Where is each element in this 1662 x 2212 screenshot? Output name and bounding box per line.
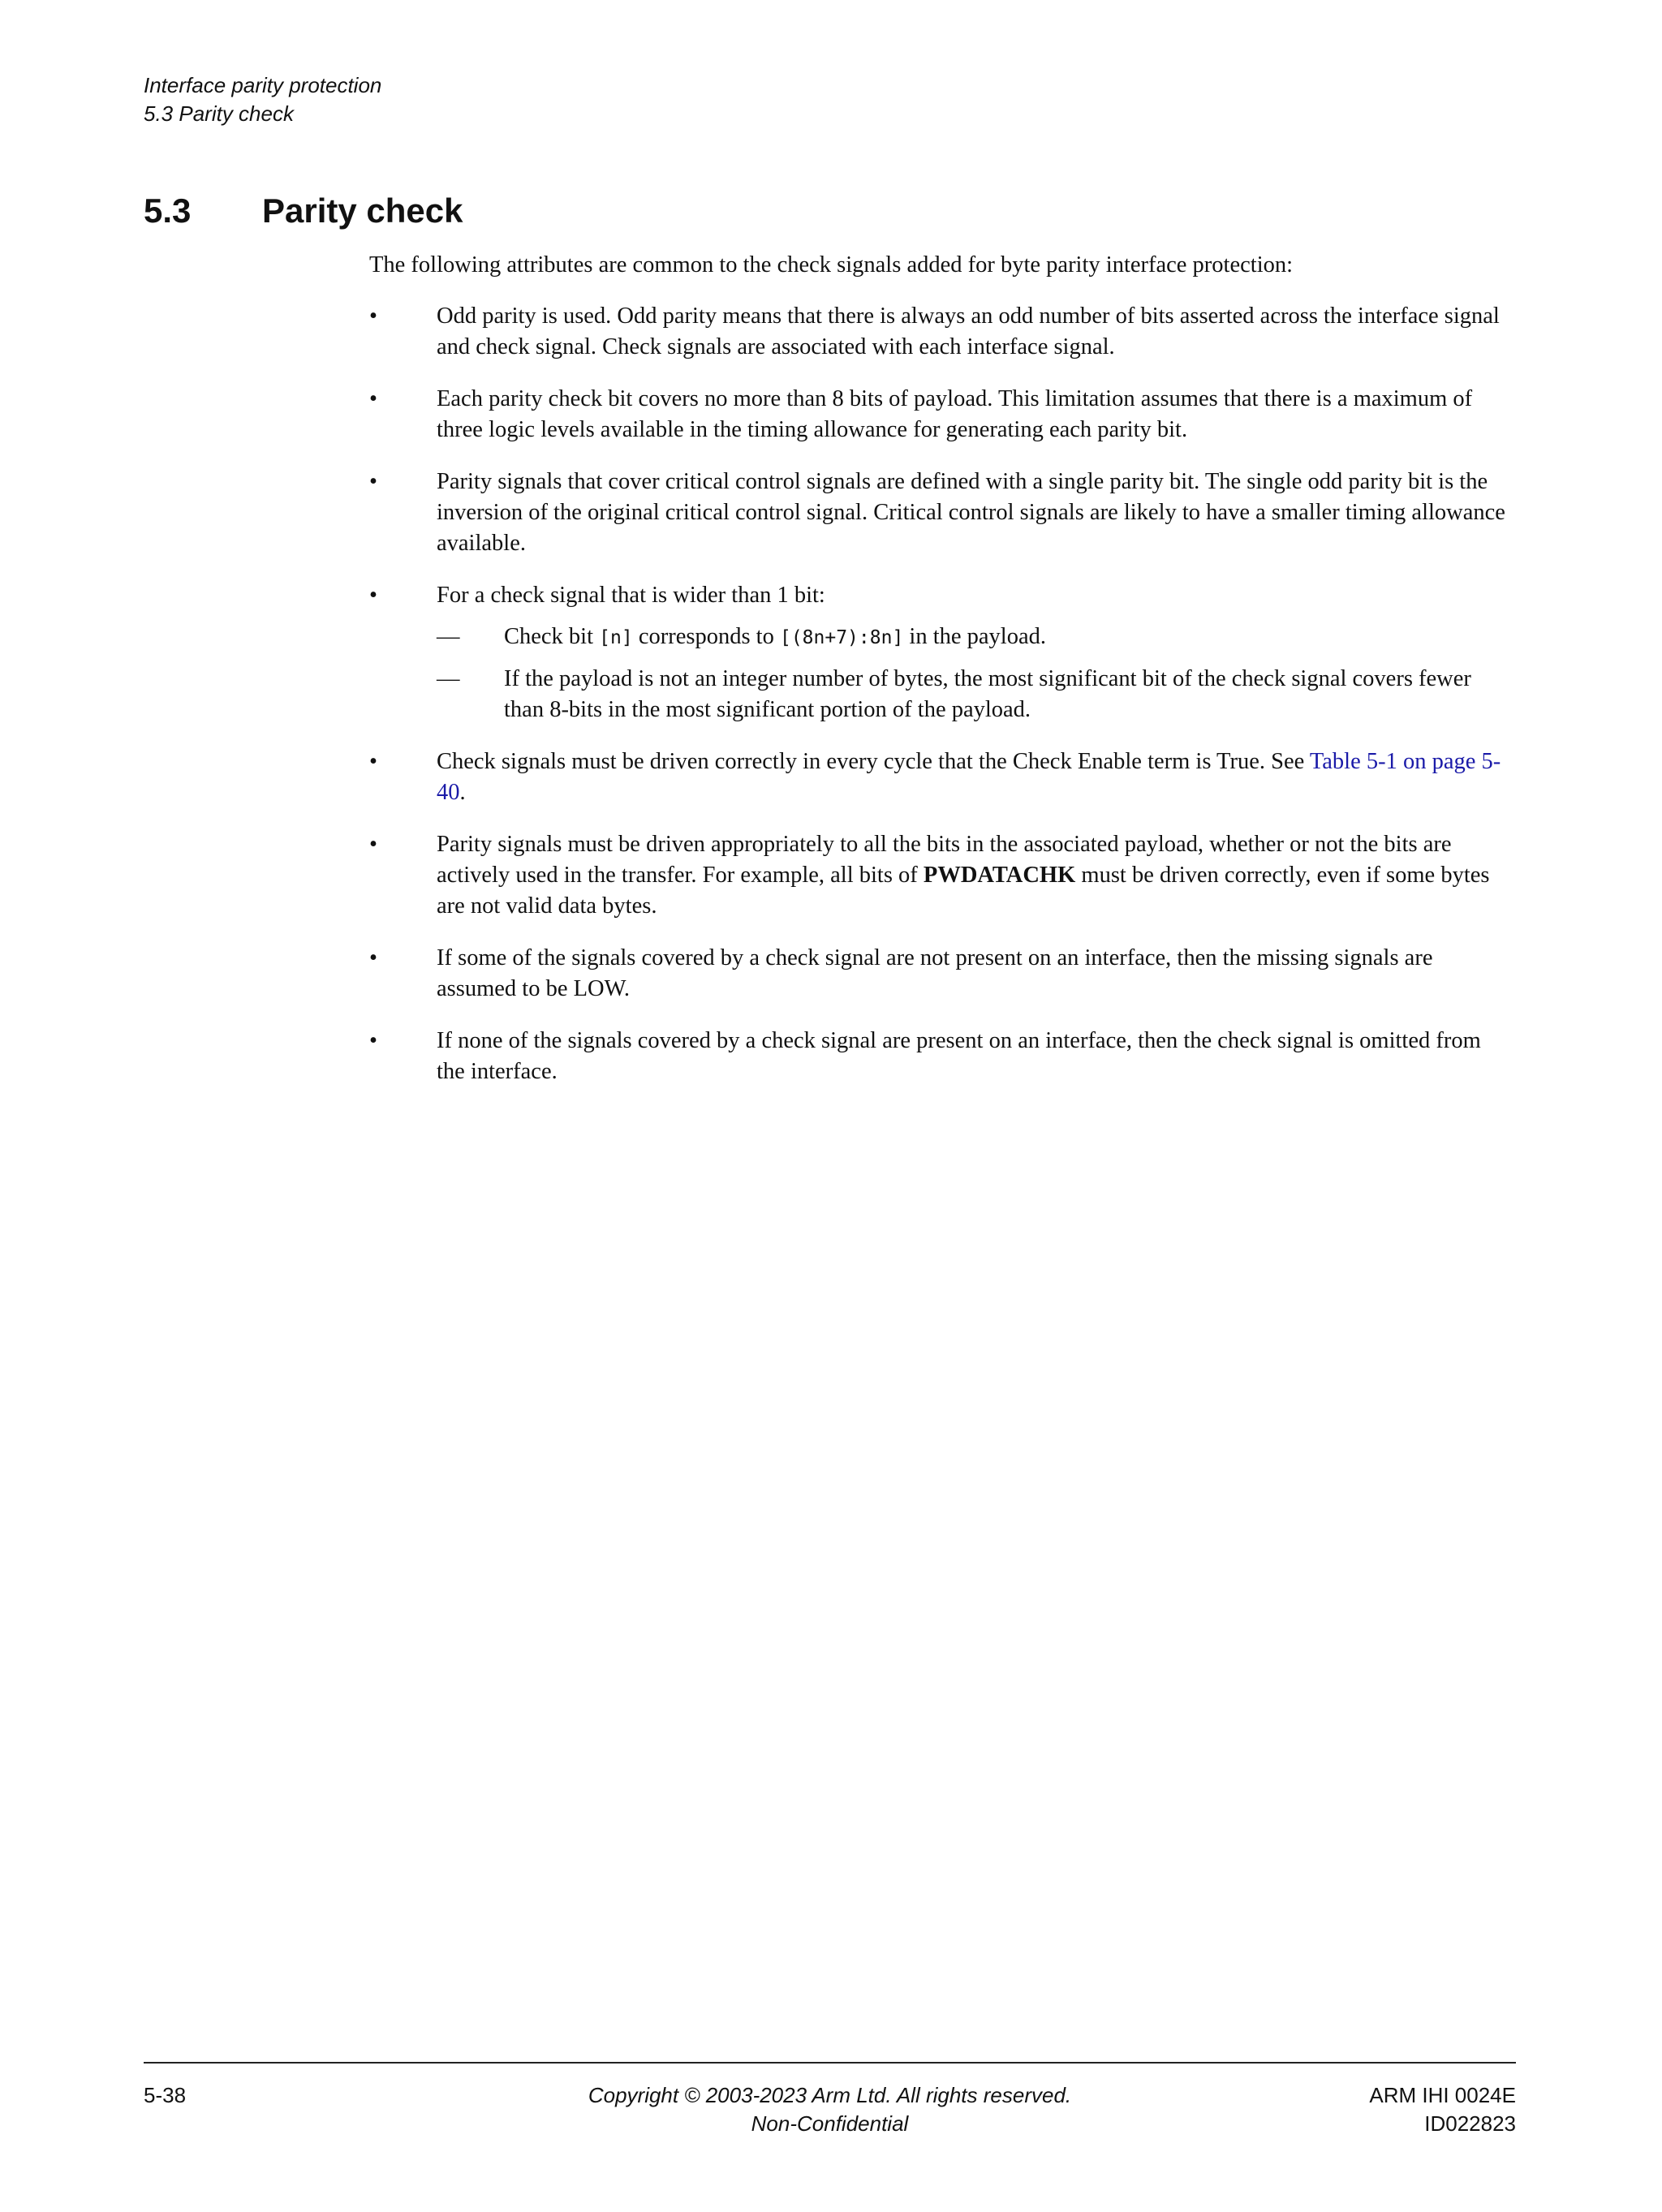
signal-name: PWDATACHK	[923, 863, 1076, 888]
header-chapter: Interface parity protection	[144, 73, 382, 97]
footer-divider	[144, 2062, 1516, 2064]
check-bit-code: [n]	[599, 627, 633, 648]
intro-paragraph: The following attributes are common to the check signals added for byte parity interface protection:	[369, 252, 1294, 278]
header-section: 5.3 Parity check	[144, 101, 294, 126]
list-item-text: For a check signal that is wider than 1 bit:	[437, 583, 825, 608]
list-item-text: If some of the signals covered by a check signal are not present on an interface, then the missing signals are assumed to be LOW.	[437, 945, 1433, 1001]
section-body	[369, 250, 1513, 1108]
list-item	[369, 467, 1513, 559]
dash-mark: —	[437, 624, 460, 649]
attribute-list	[369, 301, 1513, 1087]
list-item-text-pre: Check signals must be driven correctly in every cycle that the Check Enable term is True. See	[437, 749, 1310, 774]
bullet-mark: •	[369, 1028, 377, 1053]
copyright-notice: Copyright © 2003-2023 Arm Ltd. All rights reserved.	[588, 2083, 1072, 2107]
list-item-text: Odd parity is used. Odd parity means that there is always an odd number of bits asserted across the interface signal and check signal. Check signals are associated with each interface signal.	[437, 303, 1500, 359]
section-number: 5.3	[144, 192, 192, 230]
sub-list	[437, 622, 1513, 725]
sub-item-text-mid: corresponds to	[632, 624, 780, 649]
list-item	[369, 943, 1513, 1005]
sub-list-item	[437, 622, 1513, 653]
bullet-mark: •	[369, 583, 377, 608]
list-item-text-post: must be driven correctly, even if some bytes are not valid data bytes.	[437, 863, 1490, 919]
list-item-text: Parity signals that cover critical control signals are defined with a single parity bit. The single odd parity bit is the inversion of the original critical control signal. Critical control signals are likely to have a smaller timing allowance available.	[437, 469, 1505, 556]
doc-version: ID022823	[1424, 2111, 1516, 2136]
section-title: Parity check	[262, 192, 463, 230]
sub-item-text: If the payload is not an integer number of bytes, the most significant bit of the check signal covers fewer than 8-bits in the most significant portion of the payload.	[504, 666, 1471, 722]
bullet-mark: •	[369, 386, 377, 411]
sub-item-text-post: in the payload.	[903, 624, 1047, 649]
list-item	[369, 384, 1513, 445]
payload-range-code: [(8n+7):8n]	[779, 627, 904, 648]
list-item	[369, 1026, 1513, 1087]
list-item-text: Each parity check bit covers no more than 8 bits of payload. This limitation assumes that there is a maximum of three logic levels available in the timing allowance for generating each parity bit.	[437, 386, 1473, 442]
list-item	[369, 829, 1513, 922]
list-item	[369, 301, 1513, 363]
list-item	[369, 747, 1513, 808]
bullet-mark: •	[369, 749, 377, 774]
bullet-mark: •	[369, 303, 377, 329]
document-id	[1369, 2081, 1516, 2138]
doc-id: ARM IHI 0024E	[1369, 2083, 1516, 2107]
list-item-text: If none of the signals covered by a check signal are present on an interface, then the check signal is omitted from the interface.	[437, 1028, 1481, 1084]
sub-list-item	[437, 664, 1513, 725]
list-item-text-post: .	[459, 780, 466, 805]
bullet-mark: •	[369, 469, 377, 494]
sub-item-text-pre: Check bit	[504, 624, 600, 649]
dash-mark: —	[437, 666, 460, 691]
section-heading	[144, 188, 463, 234]
running-header	[144, 71, 381, 128]
confidentiality-label: Non-Confidential	[751, 2111, 909, 2136]
bullet-mark: •	[369, 945, 377, 970]
page-number: 5-38	[144, 2083, 187, 2107]
list-item	[369, 580, 1513, 725]
table-5-1-link[interactable]: Table 5-1 on page 5-40	[437, 749, 1501, 805]
list-item-text-pre: Parity signals must be driven appropriately to all the bits in the associated payload, whether or not the bits are actively used in the transfer. For example, all bits of	[437, 832, 1452, 888]
bullet-mark: •	[369, 832, 377, 857]
